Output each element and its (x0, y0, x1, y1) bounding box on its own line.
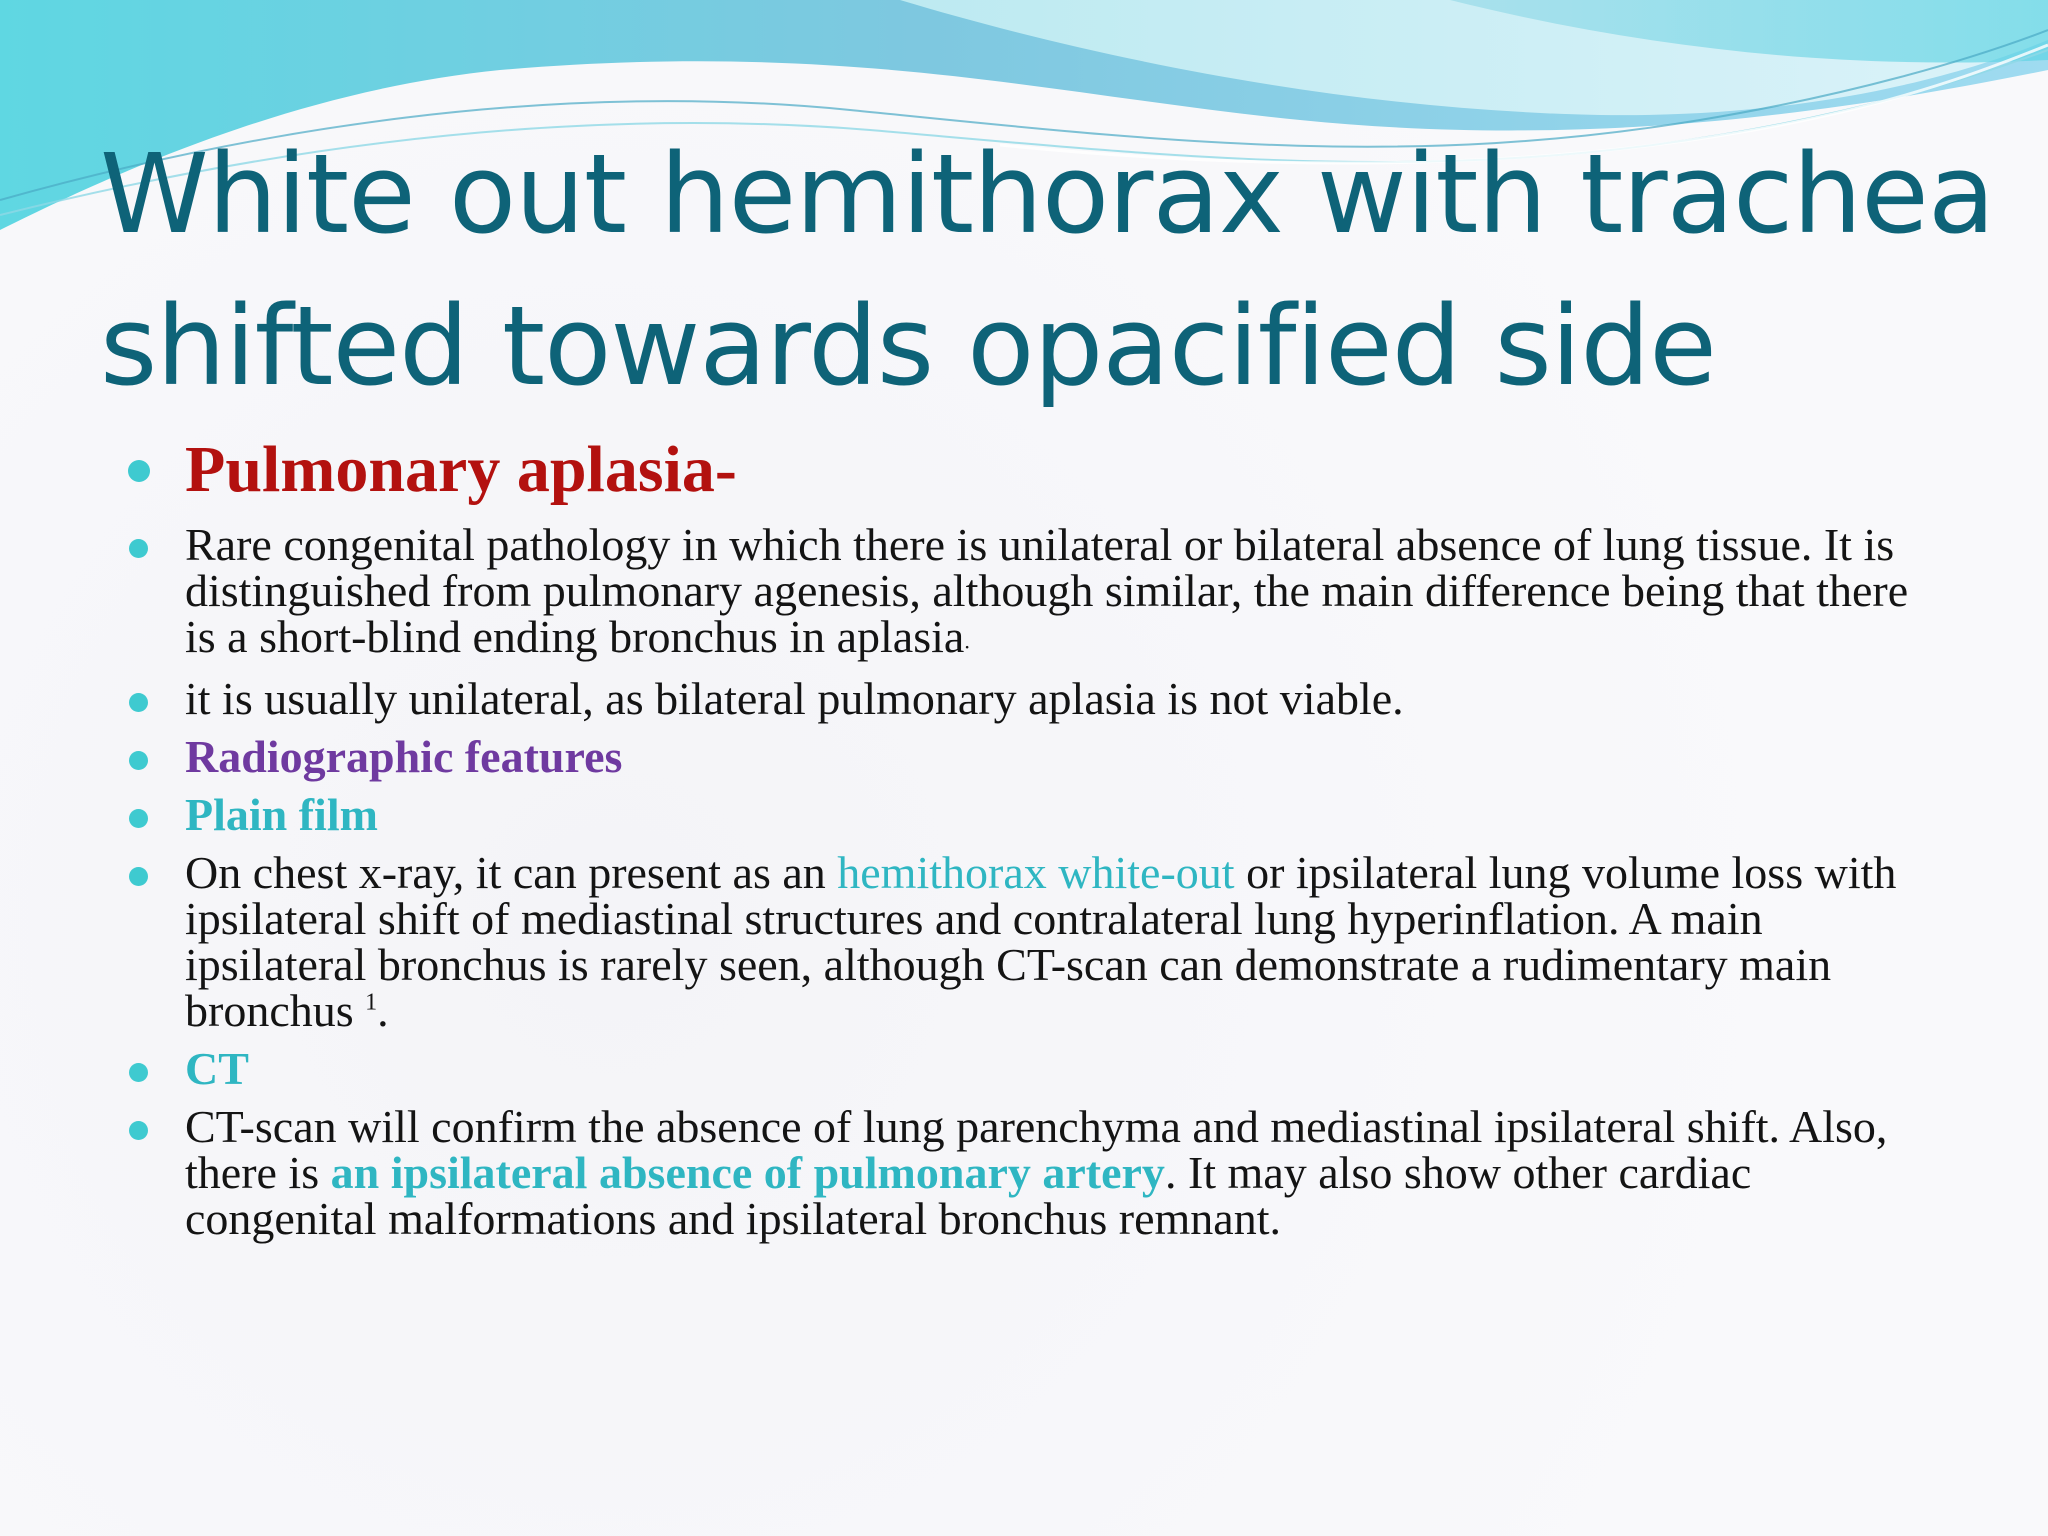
xray-text-before: On chest x-ray, it can present as an (185, 847, 838, 899)
slide-title: White out hemithorax with trachea shifted towards opacified side (100, 130, 1995, 410)
list-item-radiographic-features (185, 731, 1925, 783)
ct-text-before: CT-scan will confirm the absence of lung parenchyma and mediastinal ipsilateral shift. Also, there is (185, 1101, 1888, 1199)
section-ct: CT (185, 1043, 249, 1095)
definition-trailing-mark: . (964, 628, 970, 654)
bullet-icon (129, 867, 148, 886)
bullet-icon (129, 1063, 148, 1082)
xray-text-after: or ipsilateral lung volume loss with ipsilateral shift of mediastinal structures and contralateral lung hyperinflation. A main ipsilateral bronchus is rarely seen, although CT-scan can demonstrate a rudimentary main bronchus (185, 847, 1897, 1037)
ct-highlight: an ipsilateral absence of pulmonary artery (330, 1147, 1165, 1199)
bullet-icon (129, 809, 148, 828)
section-radiographic-features: Radiographic features (185, 731, 623, 783)
section-plain-film: Plain film (185, 789, 378, 841)
definition-text: Rare congenital pathology in which there is unilateral or bilateral absence of lung tissue. It is distinguished from pulmonary agenesis, although similar, the main difference being that there is a short-blind ending bronchus in aplasia (185, 519, 1909, 662)
xray-highlight: hemithorax white-out (837, 847, 1235, 899)
bullet-icon (129, 751, 148, 770)
reference-superscript: 1 (365, 990, 378, 1017)
list-item-plain-film (185, 789, 1925, 841)
bullet-icon (129, 1121, 148, 1140)
bullet-icon (129, 539, 148, 558)
list-item-chest-xray (185, 847, 1925, 1037)
bullet-icon (129, 693, 148, 712)
bullet-list (185, 430, 1925, 1254)
list-item-unilateral (185, 673, 1925, 725)
list-item-definition (185, 519, 1925, 664)
list-item-ct-scan (185, 1101, 1925, 1245)
bullet-icon (128, 460, 150, 482)
heading-pulmonary-aplasia: Pulmonary aplasia- (185, 433, 737, 506)
unilateral-text: it is usually unilateral, as bilateral pulmonary aplasia is not viable. (185, 673, 1404, 725)
xray-text-end: . (377, 985, 389, 1037)
list-item-ct (185, 1043, 1925, 1095)
ct-text-after: . It may also show other cardiac congenital malformations and ipsilateral bronchus remnant. (185, 1147, 1752, 1245)
list-item-heading (185, 430, 1925, 510)
